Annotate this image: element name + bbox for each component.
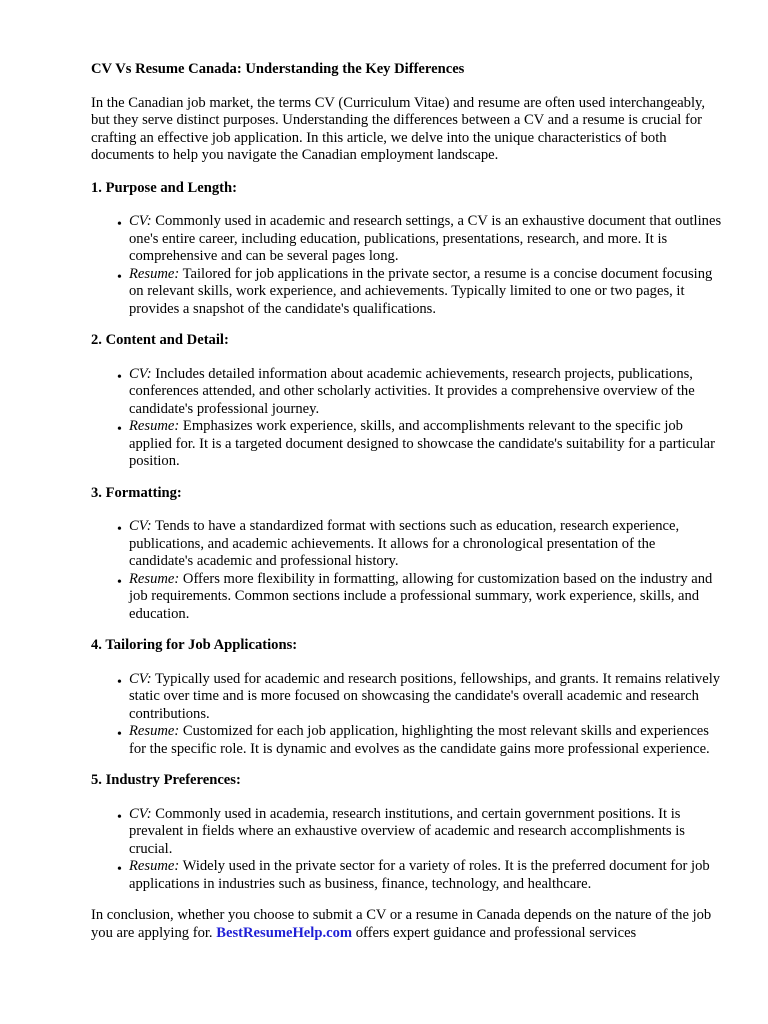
section-list-industry xyxy=(91,806,723,894)
term-label: CV: xyxy=(129,670,152,687)
bullet-icon: • xyxy=(117,369,122,385)
item-text: Customized for each job application, highlighting the most relevant skills and experiences for the specific role. It is dynamic and evolves as the candidate gains more professional experience. xyxy=(129,723,710,757)
bullet-icon: • xyxy=(117,809,122,825)
item-text: Tends to have a standardized format with sections such as education, research experience, publications, and academic achievements. It allows for a chronological presentation of the candidate's academic and professional history. xyxy=(129,518,680,569)
document-page xyxy=(91,61,723,942)
section-heading-industry: 5. Industry Preferences: xyxy=(91,772,241,788)
conclusion-text: In conclusion, whether you choose to submit a CV or a resume in Canada depends on the nature of the job you are applying for. xyxy=(91,907,712,941)
section-heading-content: 2. Content and Detail: xyxy=(91,332,229,348)
bullet-icon: • xyxy=(117,217,122,232)
item-text: Tailored for job applications in the private sector, a resume is a concise document focusing on relevant skills, work experience, and achievements. Typically limited to one or two pages, it provides a snapshot of the candidate's qualifications. xyxy=(129,265,713,317)
bullet-icon: • xyxy=(117,269,122,285)
item-text: Includes detailed information about academic achievements, research projects, publications, conferences attended, and other scholarly activities. It provides a comprehensive overview of the candidate's professional journey. xyxy=(129,365,695,417)
item-text: Offers more flexibility in formatting, allowing for customization based on the industry and job requirements. Common sections include a professional summary, work experience, skills, and education. xyxy=(129,570,713,622)
term-label: Resume: xyxy=(129,418,180,434)
bullet-icon: • xyxy=(117,862,122,877)
list-item xyxy=(117,418,723,471)
term-label: CV: xyxy=(129,518,152,534)
list-item xyxy=(117,858,723,893)
item-text: Typically used for academic and research positions, fellowships, and grants. It remains relatively static over time and is more focused on showcasing the candidate's overall academic and research contributions. xyxy=(129,670,721,722)
section-list-tailoring xyxy=(91,671,723,759)
term-label: Resume: xyxy=(129,723,180,739)
page-title: CV Vs Resume Canada: Understanding the Key Differences xyxy=(91,61,465,77)
list-item xyxy=(117,570,723,624)
conclusion-paragraph xyxy=(91,907,723,942)
section-list-formatting xyxy=(91,518,723,623)
list-item xyxy=(117,518,723,571)
section-list-content xyxy=(91,366,723,471)
item-text: Emphasizes work experience, skills, and accomplishments relevant to the specific job applied for. It is a targeted document designed to showcase the candidate's suitability for a particular position. xyxy=(129,418,715,469)
list-item xyxy=(117,805,723,859)
list-item xyxy=(117,265,723,319)
bullet-icon: • xyxy=(117,422,122,437)
bullet-icon: • xyxy=(117,522,122,537)
list-item xyxy=(117,723,723,758)
section-heading-tailoring: 4. Tailoring for Job Applications: xyxy=(91,637,298,653)
item-text: Commonly used in academia, research institutions, and certain government positions. It is prevalent in fields where an exhaustive overview of academic and research accomplishments is crucial. xyxy=(129,805,685,857)
conclusion-text-tail: offers expert guidance and professional services xyxy=(355,924,637,941)
term-label: Resume: xyxy=(129,858,180,874)
best-resume-help-link[interactable]: BestResumeHelp.com xyxy=(216,924,353,941)
item-text: Commonly used in academic and research settings, a CV is an exhaustive document that outlines one's entire career, including education, publications, presentations, research, and more. It is comprehensive and can be several pages long. xyxy=(129,213,722,264)
item-text: Widely used in the private sector for a variety of roles. It is the preferred document for job applications in industries such as business, finance, technology, and healthcare. xyxy=(129,858,710,892)
bullet-icon: • xyxy=(117,727,122,742)
term-label: CV: xyxy=(129,213,152,229)
term-label: CV: xyxy=(129,365,152,382)
section-list-purpose xyxy=(91,213,723,318)
intro-paragraph: In the Canadian job market, the terms CV (Curriculum Vitae) and resume are often used interchangeably, but they serve distinct purposes. Understanding the differences between a CV and a resume is crucial for crafting an effective job application. In this article, we delve into the unique characteristics of both documents to help you navigate the Canadian employment landscape. xyxy=(91,94,706,163)
term-label: CV: xyxy=(129,805,152,822)
list-item xyxy=(117,670,723,724)
term-label: Resume: xyxy=(129,570,180,587)
section-heading-formatting: 3. Formatting: xyxy=(91,484,182,501)
list-item xyxy=(117,213,723,266)
bullet-icon: • xyxy=(117,674,122,690)
list-item xyxy=(117,365,723,419)
section-heading-purpose: 1. Purpose and Length: xyxy=(91,179,237,196)
term-label: Resume: xyxy=(129,265,180,282)
bullet-icon: • xyxy=(117,574,122,590)
